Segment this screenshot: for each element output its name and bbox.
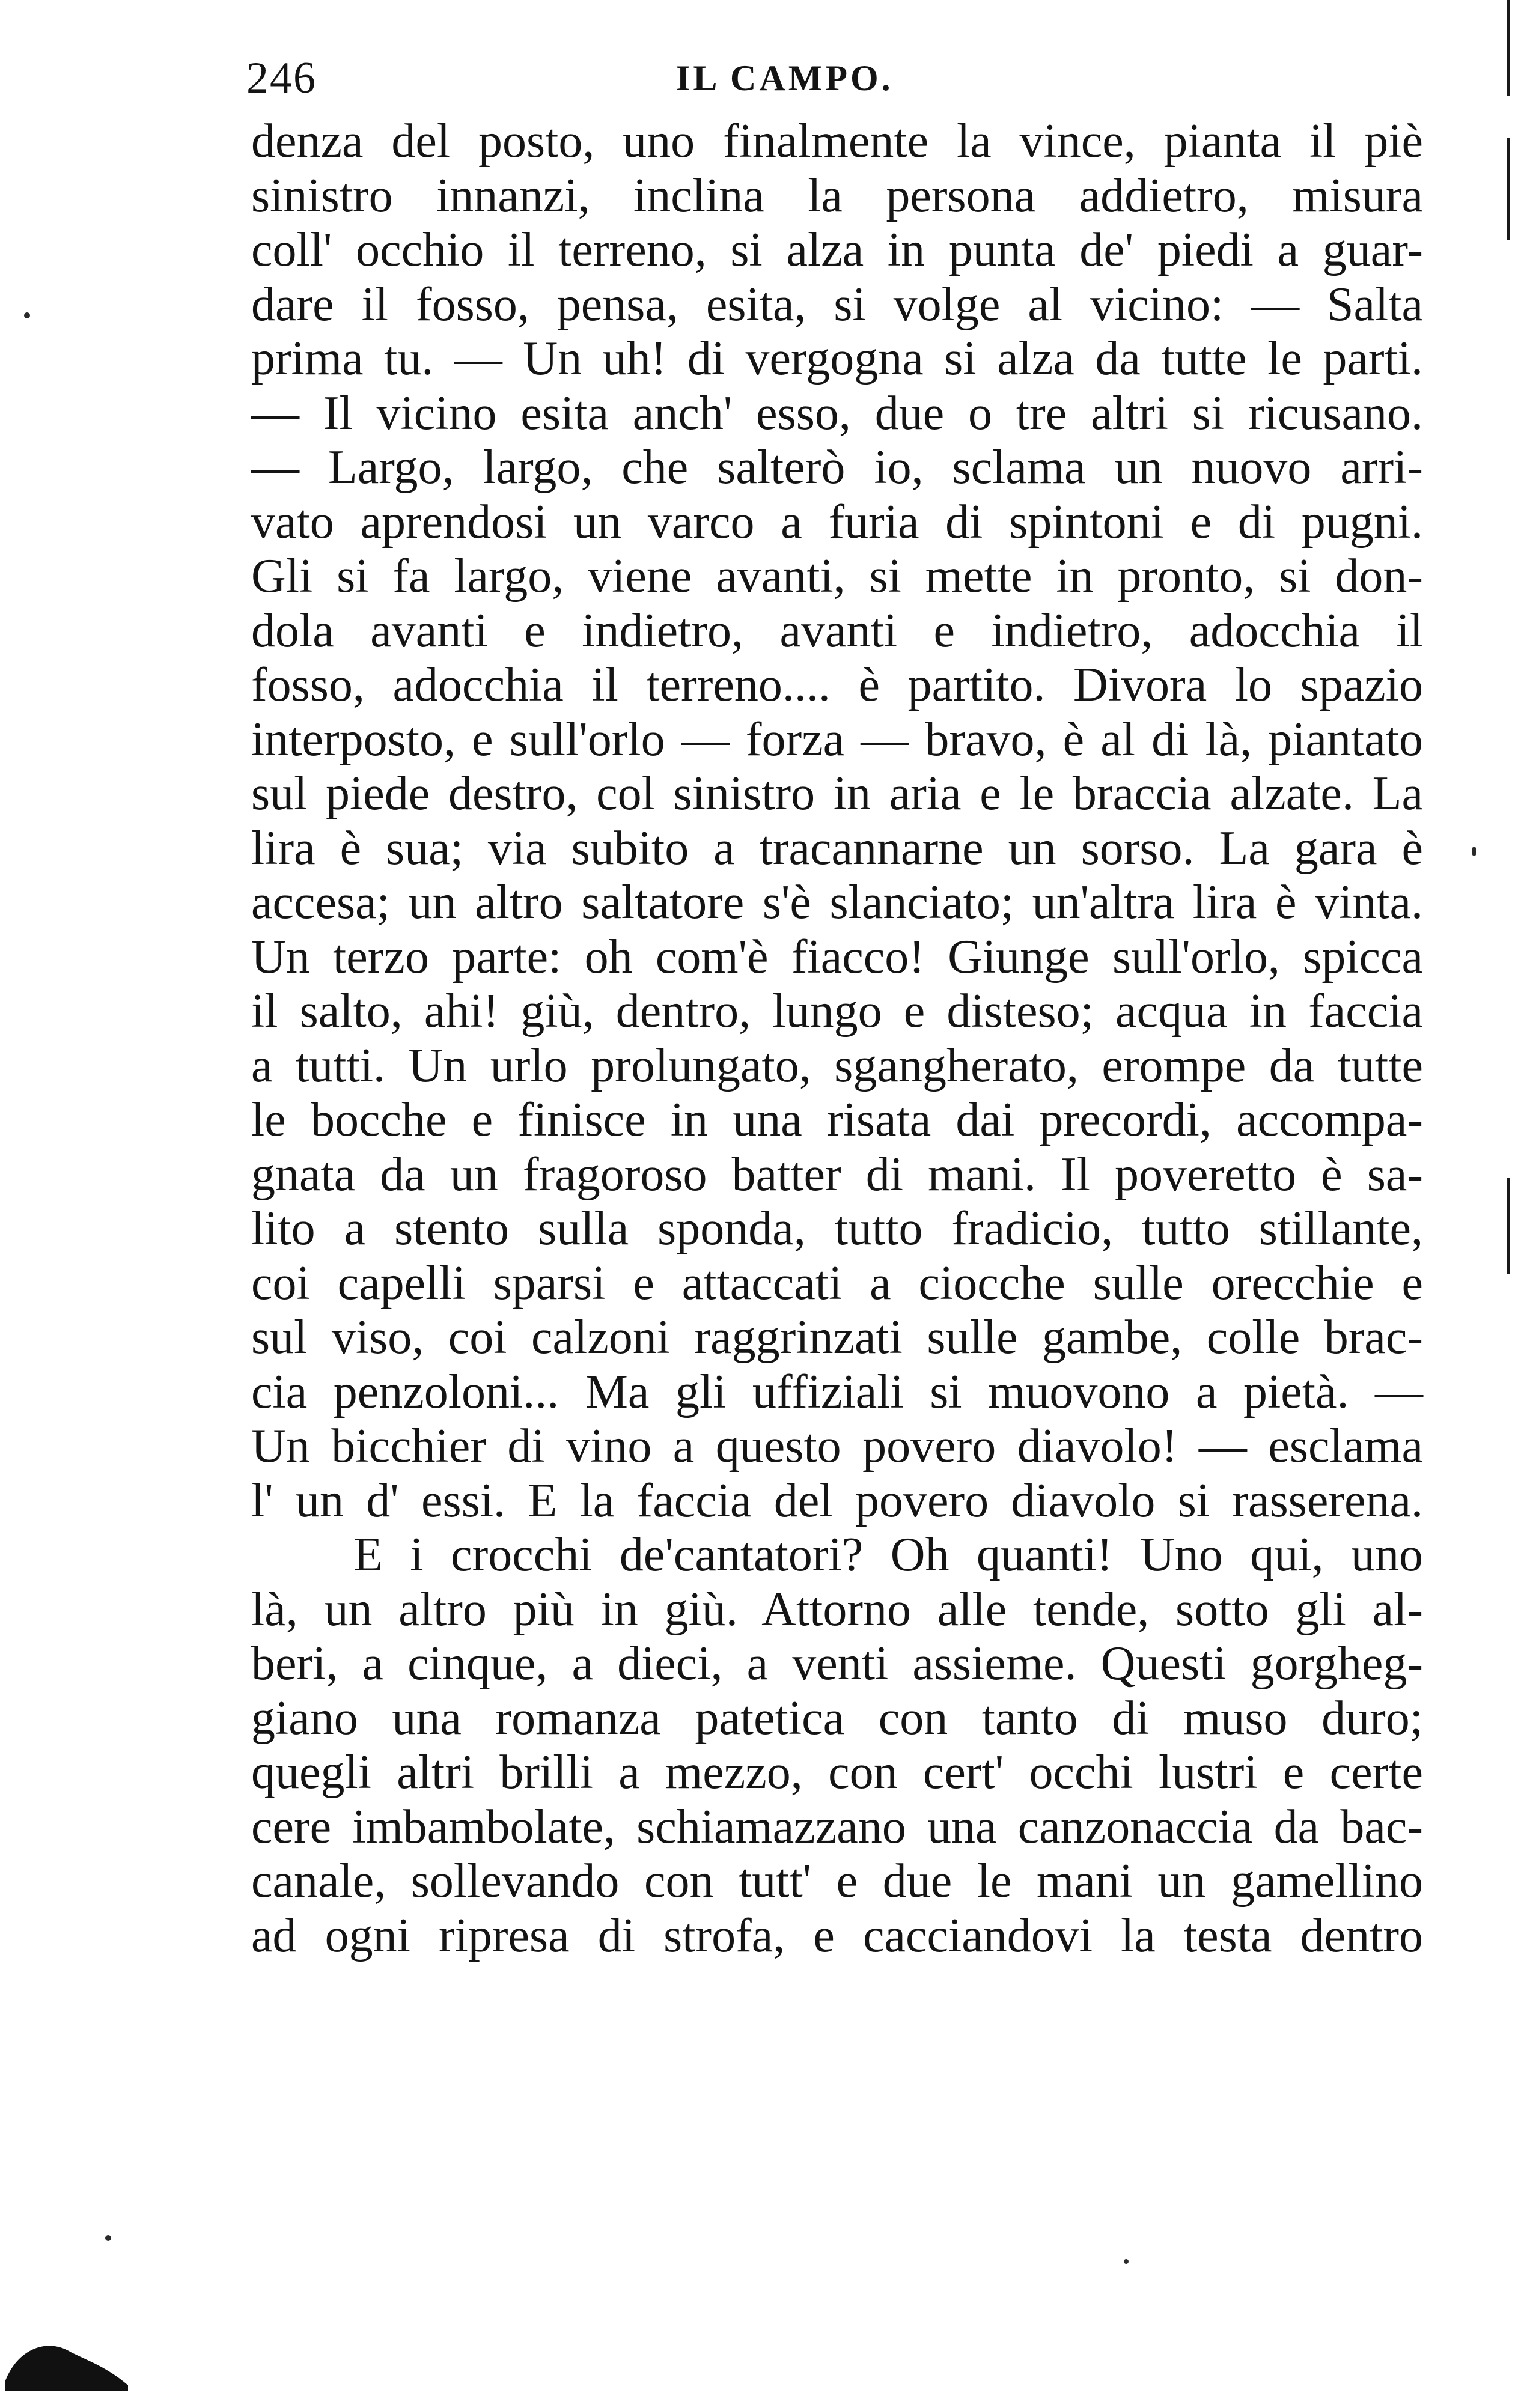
text-line: Un bicchier di vino a questo povero diavolo! — esclama (251, 1420, 1423, 1473)
text-line: accesa; un altro saltatore s'è slanciato; un'altra lira è vinta. (251, 876, 1423, 929)
text-line: sinistro innanzi, inclina la persona addietro, misura (251, 169, 1423, 222)
text-line: gnata da un fragoroso batter di mani. Il poveretto è sa- (251, 1148, 1423, 1201)
scan-edge-mark (1507, 1178, 1510, 1274)
text-line: lito a stento sulla sponda, tutto fradicio, tutto stillante, (251, 1202, 1423, 1255)
text-line: fosso, adocchia il terreno.... è partito. Divora lo spazio (251, 658, 1423, 711)
text-line: prima tu. — Un uh! di vergogna si alza da tutte le parti. (251, 332, 1423, 385)
body-text (251, 114, 1423, 1963)
text-line: là, un altro più in giù. Attorno alle tende, sotto gli al- (251, 1583, 1423, 1636)
scan-edge-mark (1507, 0, 1510, 96)
text-line: sul viso, coi calzoni raggrinzati sulle gambe, colle brac- (251, 1311, 1423, 1364)
text-line: coi capelli sparsi e attaccati a ciocche sulle orecchie e (251, 1256, 1423, 1310)
text-line: vato aprendosi un varco a furia di spintoni e di pugni. (251, 495, 1423, 549)
text-line: sul piede destro, col sinistro in aria e le braccia alzate. La (251, 767, 1423, 820)
text-line: canale, sollevando con tutt' e due le mani un gamellino (251, 1855, 1423, 1908)
text-line: quegli altri brilli a mezzo, con cert' occhi lustri e certe (251, 1746, 1423, 1799)
scan-edge-mark (1507, 138, 1510, 240)
text-line: giano una romanza patetica con tanto di muso duro; (251, 1691, 1423, 1745)
text-line: le bocche e finisce in una risata dai precordi, accompa- (251, 1093, 1423, 1146)
running-title: IL CAMPO. (676, 58, 894, 98)
text-line: Un terzo parte: oh com'è fiacco! Giunge sull'orlo, spicca (251, 930, 1423, 984)
text-line: a tutti. Un urlo prolungato, sgangherato, erompe da tutte (251, 1039, 1423, 1092)
scan-speck (24, 312, 30, 318)
text-line: Gli si fa largo, viene avanti, si mette in pronto, si don- (251, 550, 1423, 603)
text-line: ad ogni ripresa di strofa, e cacciandovi la testa dentro (251, 1909, 1423, 1962)
text-line: cia penzoloni... Ma gli uffiziali si muovono a pietà. — (251, 1365, 1423, 1418)
ink-blot (5, 2325, 131, 2391)
text-line: — Il vicino esita anch' esso, due o tre altri si ricusano. (251, 386, 1423, 440)
text-line: il salto, ahi! giù, dentro, lungo e disteso; acqua in faccia (251, 985, 1423, 1038)
running-head (246, 42, 1448, 114)
page-number: 246 (246, 53, 317, 103)
text-line: interposto, e sull'orlo — forza — bravo, è al di là, piantato (251, 713, 1423, 766)
scan-speck (1124, 2259, 1129, 2264)
scan-speck (1472, 847, 1476, 856)
text-line: beri, a cinque, a dieci, a venti assieme. Questi gorgheg- (251, 1637, 1423, 1690)
text-line: coll' occhio il terreno, si alza in punta de' piedi a guar- (251, 223, 1423, 276)
text-line: dola avanti e indietro, avanti e indietro, adocchia il (251, 604, 1423, 657)
paragraph-start-line: E i crocchi de'cantatori? Oh quanti! Uno qui, uno (353, 1528, 1423, 1581)
text-line: dare il fosso, pensa, esita, si volge al vicino: — Salta (251, 278, 1423, 331)
scan-speck (105, 2235, 111, 2241)
text-line: lira è sua; via subito a tracannarne un sorso. La gara è (251, 821, 1423, 875)
text-line: — Largo, largo, che salterò io, sclama un nuovo arri- (251, 441, 1423, 494)
text-line: l' un d' essi. E la faccia del povero diavolo si rasserena. (251, 1474, 1423, 1527)
text-line: cere imbambolate, schiamazzano una canzonaccia da bac- (251, 1800, 1423, 1853)
text-line: denza del posto, uno finalmente la vince, pianta il piè (251, 115, 1423, 168)
